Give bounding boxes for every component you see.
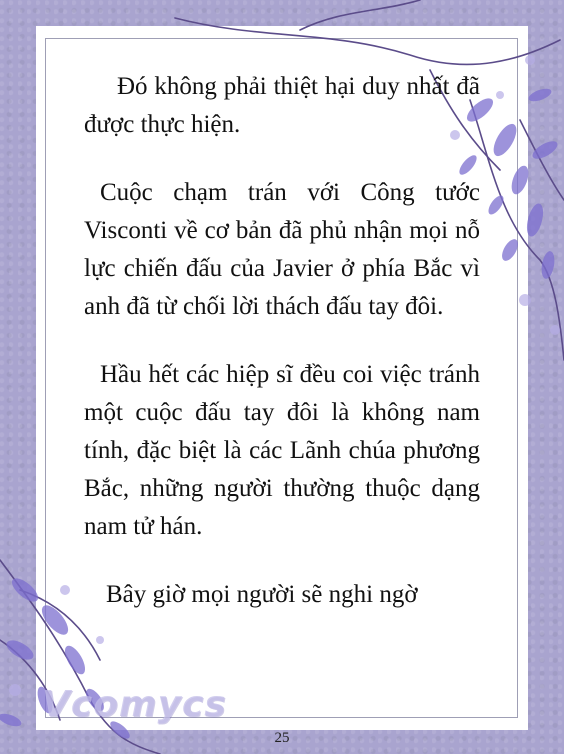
- paragraph-2: Cuộc chạm trán với Công tước Visconti về cơ bản đã phủ nhận mọi nỗ lực chiến đấu của Javier ở phía Bắc vì anh đã từ chối lời thách đấu tay đôi.: [84, 179, 480, 320]
- paragraph-4: Bây giờ mọi người sẽ nghi ngờ: [106, 581, 418, 608]
- paragraph-1: Đó không phải thiệt hại duy nhất đã được thực hiện.: [84, 73, 480, 138]
- page-number: 25: [274, 730, 290, 746]
- paragraph-3: Hầu hết các hiệp sĩ đều coi việc tránh một cuộc đấu tay đôi là không nam tính, đặc biệt là các Lãnh chúa phương Bắc, những người thường thuộc dạng nam tử hán.: [84, 361, 480, 540]
- story-text: [84, 68, 480, 644]
- watermark-logo: Vcomycs: [42, 684, 227, 725]
